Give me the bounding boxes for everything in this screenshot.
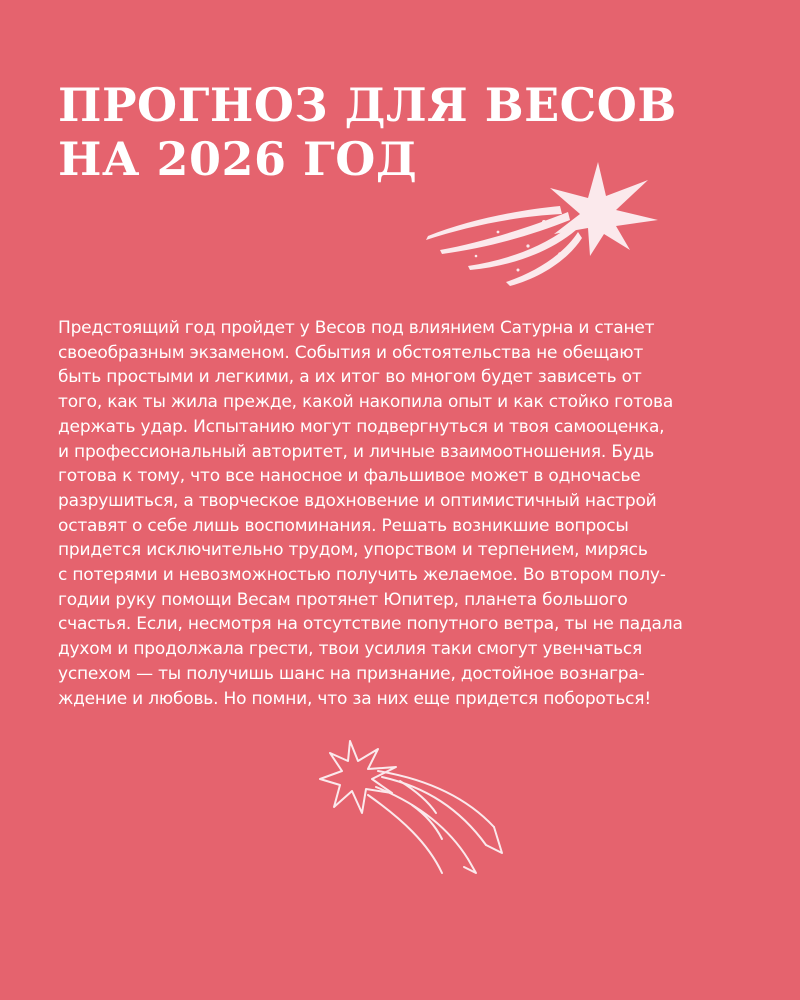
text-line: быть простыми и легкими, а их итог во многом будет зависеть от bbox=[58, 367, 642, 388]
forecast-text bbox=[58, 316, 748, 711]
text-line: разрушиться, а творческое вдохновение и оптимистичный настрой bbox=[58, 490, 657, 511]
text-line: держать удар. Испытанию могут подвергнуться и твоя самооценка, bbox=[58, 416, 665, 437]
text-line: счастья. Если, несмотря на отсутствие попутного ветра, ты не падала bbox=[58, 614, 683, 635]
title-line: НА 2026 ГОД bbox=[58, 132, 418, 186]
title-line: ПРОГНОЗ ДЛЯ ВЕСОВ bbox=[58, 78, 677, 132]
text-line: успехом — ты получишь шанс на признание, достойное вознагра- bbox=[58, 663, 645, 684]
text-line: своеобразным экзаменом. События и обстоятельства не обещают bbox=[58, 342, 644, 363]
text-line: готова к тому, что все наносное и фальшивое может в одночасье bbox=[58, 466, 641, 487]
text-line: и профессиональный авторитет, и личные взаимоотношения. Будь bbox=[58, 441, 655, 462]
shooting-star-icon bbox=[316, 735, 516, 880]
text-line: духом и продолжала грести, твои усилия таки смогут увенчаться bbox=[58, 639, 643, 660]
text-line: оставят о себе лишь воспоминания. Решать возникшие вопросы bbox=[58, 515, 629, 536]
text-line: того, как ты жила прежде, какой накопила опыт и как стойко готова bbox=[58, 392, 674, 413]
text-line: ждение и любовь. Но помни, что за них еще придется побороться! bbox=[58, 688, 651, 709]
text-line: Предстоящий год пройдет у Весов под влиянием Сатурна и станет bbox=[58, 318, 655, 338]
shooting-star-icon bbox=[368, 150, 668, 295]
text-line: придется исключительно трудом, упорством и терпением, мирясь bbox=[58, 540, 648, 561]
text-line: с потерями и невозможностью получить желаемое. Во втором полу- bbox=[58, 565, 666, 586]
text-line: годии руку помощи Весам протянет Юпитер, планета большого bbox=[58, 589, 628, 610]
